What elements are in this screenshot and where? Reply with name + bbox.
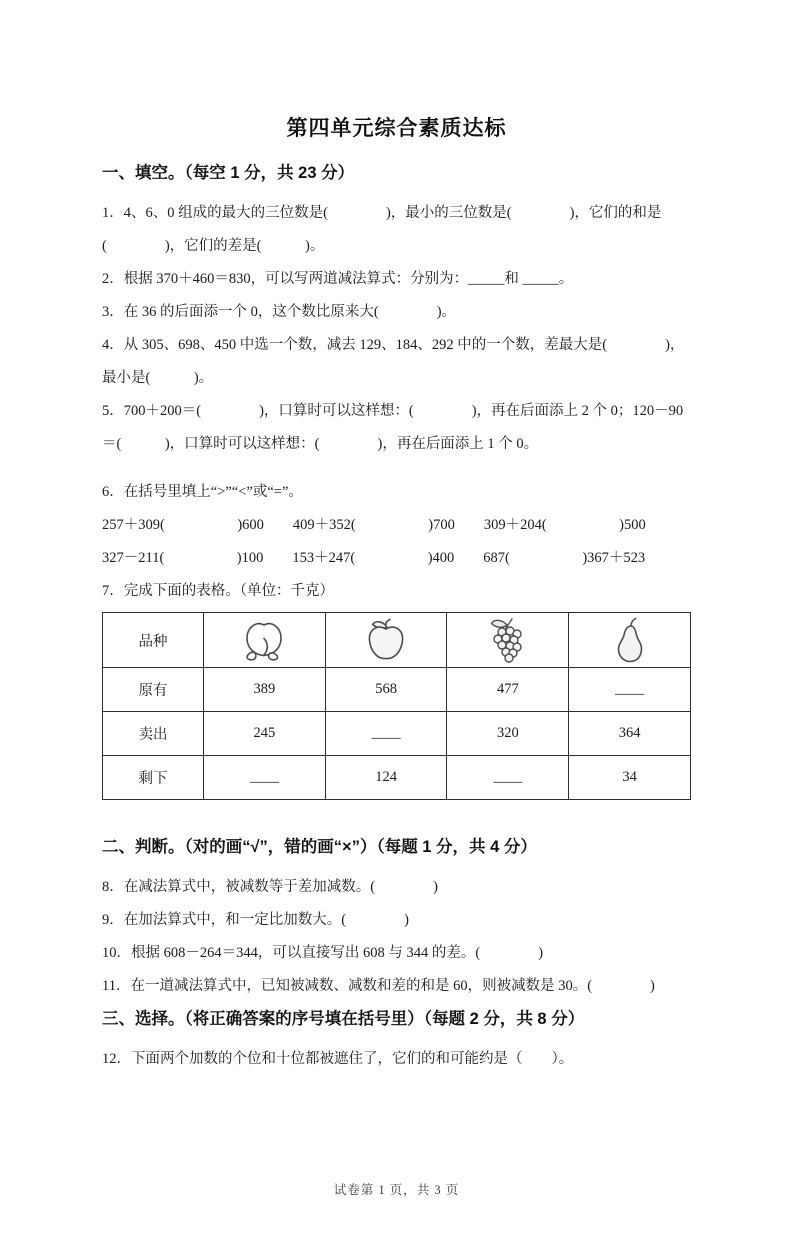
question-6: 6．在括号里填上“>”“<”或“=”。 xyxy=(102,484,303,500)
question-8: 8．在减法算式中，被减数等于差加减数。( ) xyxy=(102,879,438,895)
table-header-cell xyxy=(447,613,569,668)
grapes-icon xyxy=(447,617,568,663)
question-5: 5．700＋200＝( )，口算时可以这样想：( )，再在后面添上 2 个 0；120－90＝( )，口算时可以这样想：( )，再在后面添上 1 个 0。 xyxy=(102,403,684,452)
table-cell: 124 xyxy=(325,756,447,800)
question-3: 3．在 36 的后面添一个 0，这个数比原来大( )。 xyxy=(102,304,457,320)
table-cell: 245 xyxy=(203,712,325,756)
question-11: 11．在一道减法算式中，已知被减数、减数和差的和是 60，则被减数是 30。( ) xyxy=(102,978,655,994)
peach-icon xyxy=(204,619,325,661)
table-header-label: 品种 xyxy=(103,613,204,668)
table-cell: 389 xyxy=(203,668,325,712)
table-header-cell xyxy=(203,613,325,668)
question-6-row-2: 327－211( )100 153＋247( )400 687( )367＋523 xyxy=(102,550,646,566)
question-10: 10．根据 608－264＝344，可以直接写出 608 与 344 的差。( ) xyxy=(102,945,544,961)
section-2-heading: 二、判断。（对的画“√”，错的画“×”）（每题 1 分，共 4 分） xyxy=(102,838,537,856)
page-footer: 试卷第 1 页，共 3 页 xyxy=(333,1183,460,1197)
table-header-cell xyxy=(569,613,691,668)
table-cell: ____ xyxy=(569,668,691,712)
question-12: 12．下面两个加数的个位和十位都被遮住了，它们的和可能约是（ ）。 xyxy=(102,1051,574,1067)
table-cell: ____ xyxy=(203,756,325,800)
table-header-row xyxy=(103,613,691,668)
page-title: 第四单元综合素质达标 xyxy=(286,117,507,140)
table-cell: 34 xyxy=(569,756,691,800)
table-cell: 320 xyxy=(447,712,569,756)
row-label: 卖出 xyxy=(103,712,204,756)
table-cell: 568 xyxy=(325,668,447,712)
table-header-cell xyxy=(325,613,447,668)
row-label: 剩下 xyxy=(103,756,204,800)
table-cell: ____ xyxy=(447,756,569,800)
question-7: 7．完成下面的表格。（单位：千克） xyxy=(102,583,334,599)
question-6-row-1: 257＋309( )600 409＋352( )700 309＋204( )500 xyxy=(102,517,646,533)
fruit-table xyxy=(102,612,691,800)
test-paper-page xyxy=(0,116,793,1238)
question-9: 9．在加法算式中，和一定比加数大。( ) xyxy=(102,912,409,928)
apple-icon xyxy=(326,618,447,662)
section-3-heading: 三、选择。（将正确答案的序号填在括号里）（每题 2 分，共 8 分） xyxy=(102,1010,585,1028)
row-label: 原有 xyxy=(103,668,204,712)
table-cell: ____ xyxy=(325,712,447,756)
table-cell: 477 xyxy=(447,668,569,712)
table-row xyxy=(103,756,691,800)
page-content xyxy=(0,116,793,1076)
pear-icon xyxy=(569,617,690,663)
table-row xyxy=(103,668,691,712)
section-1-heading: 一、填空。（每空 1 分，共 23 分） xyxy=(102,164,355,182)
question-2: 2．根据 370＋460＝830，可以写两道减法算式：分别为：_____和 _____。 xyxy=(102,271,574,287)
table-row xyxy=(103,712,691,756)
question-1: 1．4、6、0 组成的最大的三位数是( )，最小的三位数是( )，它们的和是( )，它们的差是( )。 xyxy=(102,205,662,254)
question-4: 4．从 305、698、450 中选一个数，减去 129、184、292 中的一个数，差最大是( )，最小是( )。 xyxy=(102,337,685,386)
table-cell: 364 xyxy=(569,712,691,756)
